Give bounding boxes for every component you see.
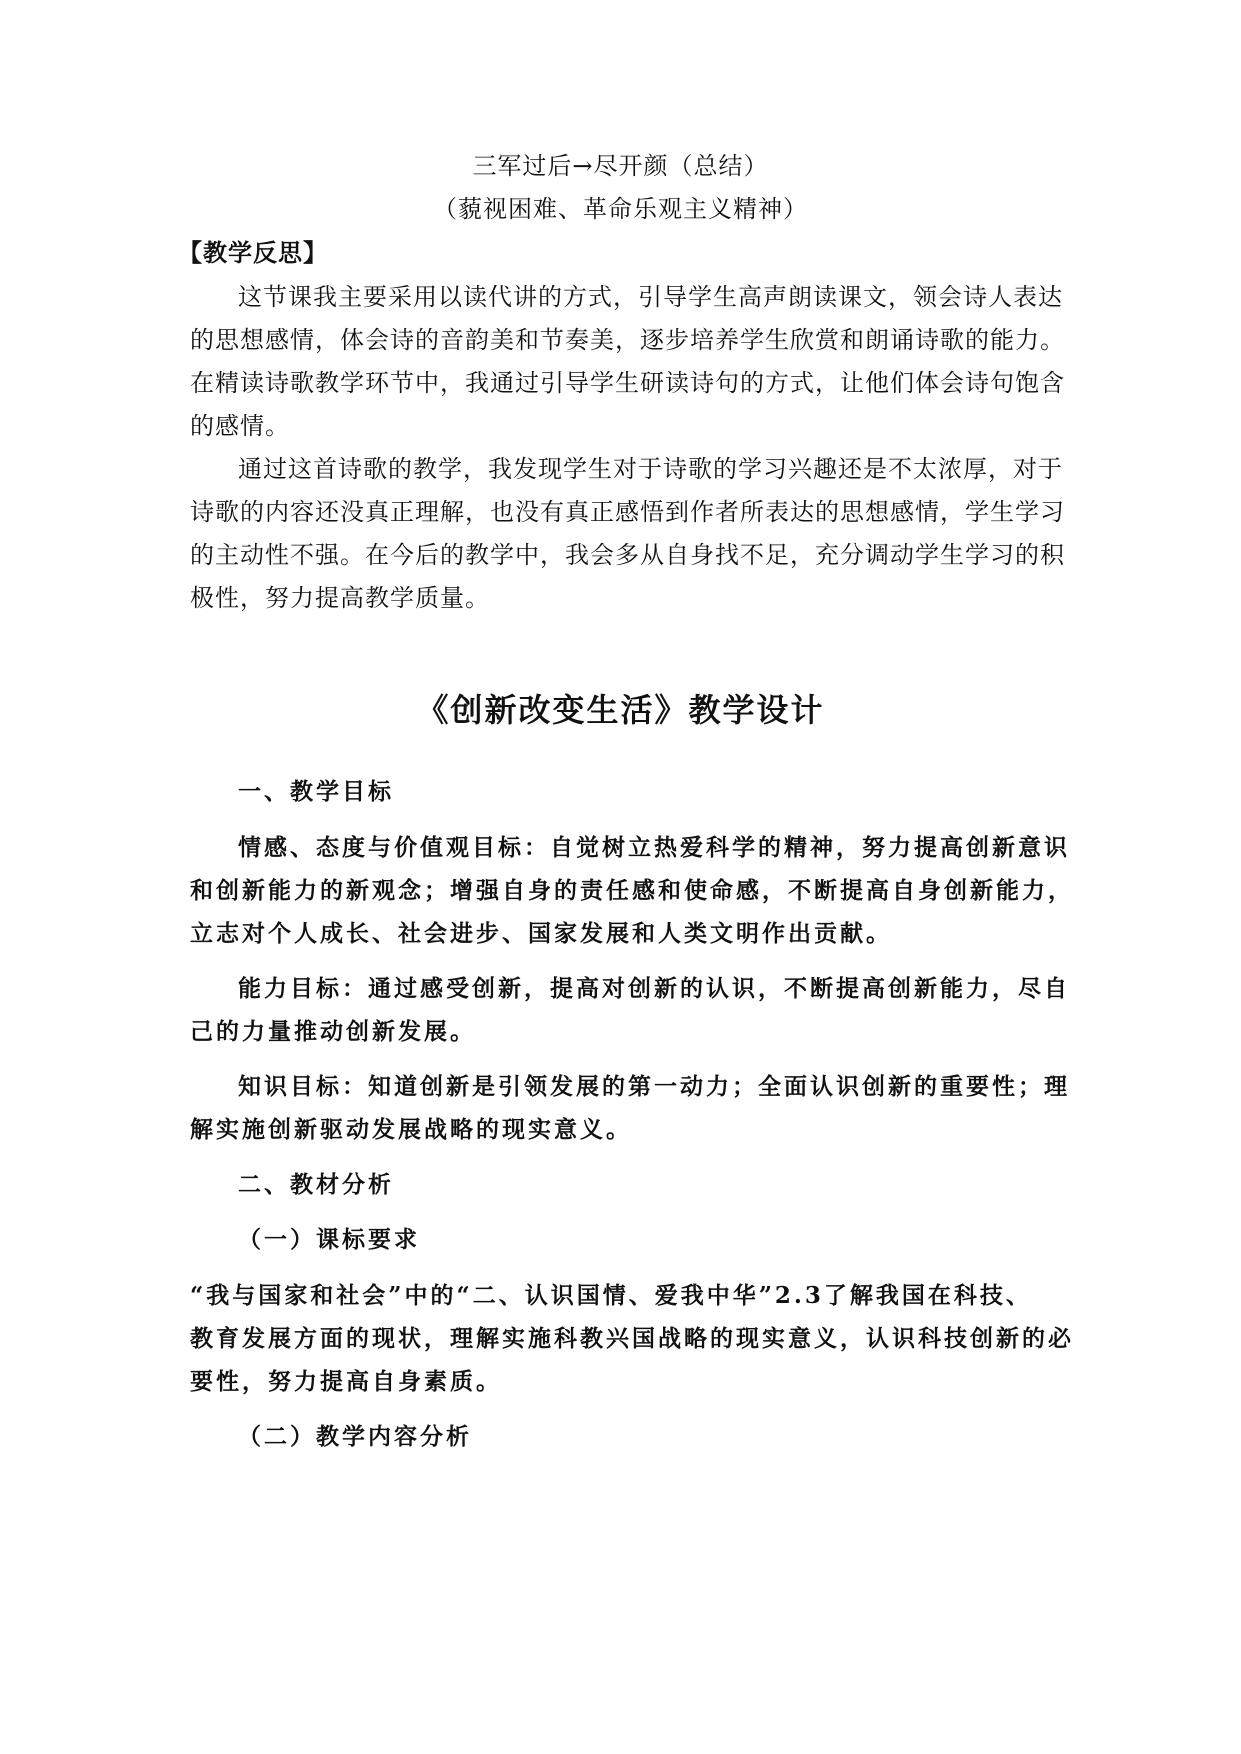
- standard-line: 教育发展方面的现状，理解实施科教兴国战略的现实意义，认识科技创新的必: [190, 1325, 1074, 1352]
- reflection-p2-line: 极性，努力提高教学质量。: [190, 584, 490, 612]
- reflection-p2-line: 通过这首诗歌的教学，我发现学生对于诗歌的学习兴趣还是不太浓厚，对于: [238, 455, 1063, 483]
- subheading-content-analysis: （二）教学内容分析: [238, 1423, 472, 1450]
- reflection-p1-line: 的思想感情，体会诗的音韵美和节奏美，逐步培养学生欣赏和朗诵诗歌的能力。: [190, 326, 1065, 354]
- goal-emotion-line: 情感、态度与价值观目标：自觉树立热爱科学的精神，努力提高创新意识: [238, 834, 1070, 861]
- goal-ability-line: 能力目标：通过感受创新，提高对创新的认识，不断提高创新能力，尽自: [238, 975, 1070, 1002]
- reflection-p1-line: 在精读诗歌教学环节中，我通过引导学生研读诗句的方式，让他们体会诗句饱含: [190, 369, 1065, 397]
- goal-emotion-line: 立志对个人成长、社会进步、国家发展和人类文明作出贡献。: [190, 920, 892, 947]
- poem-summary-line-1: 三军过后→尽开颜（总结）: [472, 152, 769, 180]
- subheading-standard: （一）课标要求: [238, 1226, 420, 1253]
- section-heading-goals: 一、教学目标: [238, 778, 394, 805]
- goal-knowledge-line: 解实施创新驱动发展战略的现实意义。: [190, 1116, 632, 1143]
- reflection-p1-line: 这节课我主要采用以读代讲的方式，引导学生高声朗读课文，领会诗人表达: [238, 283, 1063, 311]
- reflection-heading: 【教学反思】: [178, 238, 328, 267]
- section-heading-materials: 二、教材分析: [238, 1171, 394, 1198]
- standard-line: 要性，努力提高自身素质。: [190, 1368, 502, 1395]
- goal-ability-line: 己的力量推动创新发展。: [190, 1018, 476, 1045]
- standard-line: “我与国家和社会”中的“二、认识国情、爱我中华”2.3了解我国在科技、: [190, 1282, 1032, 1309]
- reflection-p2-line: 的主动性不强。在今后的教学中，我会多从自身找不足，充分调动学生学习的积: [190, 541, 1065, 569]
- goal-knowledge-line: 知识目标：知道创新是引领发展的第一动力；全面认识创新的重要性；理: [238, 1073, 1070, 1100]
- design-title: 《创新改变生活》教学设计: [416, 691, 825, 729]
- reflection-p2-line: 诗歌的内容还没真正理解，也没有真正感悟到作者所表达的思想感情，学生学习: [190, 498, 1065, 526]
- reflection-p1-line: 的感情。: [190, 412, 290, 440]
- poem-summary-line-2: （藐视困难、革命乐观主义精神）: [433, 195, 808, 223]
- goal-emotion-line: 和创新能力的新观念；增强自身的责任感和使命感，不断提高自身创新能力，: [190, 877, 1074, 904]
